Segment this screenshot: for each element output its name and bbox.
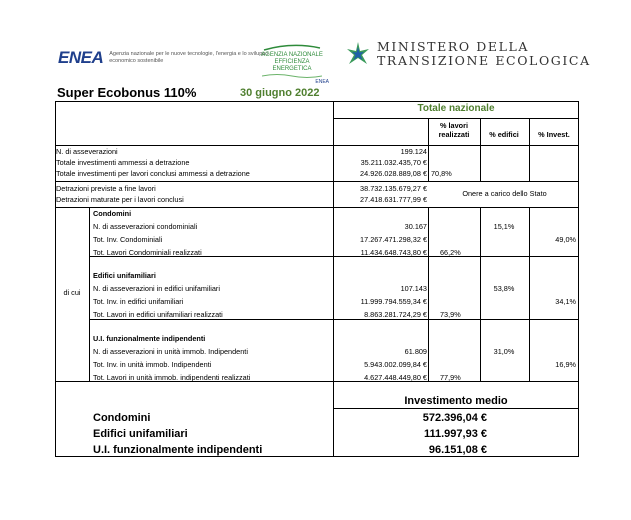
page-title: Super Ecobonus 110% [57, 85, 197, 100]
section-title-unifamiliari: Edifici unifamiliari [93, 271, 156, 280]
condomini-n-label: N. di asseverazioni condominiali [93, 222, 198, 231]
header-pct-lavori: % lavori realizzati [438, 121, 470, 139]
mite-line-2: TRANSIZIONE ECOLOGICA [377, 53, 591, 68]
condomini-pct-edifici: 15,1% [493, 222, 515, 231]
row-tot-ammessi-label: Totale investimenti ammessi a detrazione [56, 158, 190, 167]
unifamiliari-n-label: N. di asseverazioni in edifici unifamiliari [93, 284, 220, 293]
row-tot-conclusi-label: Totale investimenti per lavori conclusi ammessi a detrazione [56, 169, 250, 178]
indipendenti-pct-edifici: 31,0% [493, 347, 515, 356]
mite-line-1: MINISTERO DELLA [377, 39, 530, 54]
investimento-medio-header: Investimento medio [404, 395, 508, 407]
enea-logo [58, 48, 269, 68]
unifamiliari-lav-label: Tot. Lavori in edifici unifamiliari realizzati [93, 310, 223, 319]
unifamiliari-inv-label: Tot. Inv. in edifici unifamiliari [93, 297, 184, 306]
eff-line-1: AGENZIA NAZIONALE [261, 52, 323, 58]
condomini-inv-value: 17.267.471.298,32 € [360, 235, 427, 244]
row-n-asseverazioni-value: 199.124 [400, 147, 427, 156]
medio-condomini-value: 572.396,04 € [422, 412, 487, 424]
condomini-pct-lavori: 66,2% [440, 248, 461, 257]
condomini-n-value: 30.167 [404, 222, 427, 231]
unifamiliari-pct-edifici: 53,8% [493, 284, 515, 293]
condomini-lav-label: Tot. Lavori Condominiali realizzati [93, 248, 202, 257]
di-cui-label: di cui [63, 288, 81, 297]
onere-stato-note: Onere a carico dello Stato [462, 189, 547, 198]
medio-unifamiliari-label: Edifici unifamiliari [93, 428, 188, 440]
medio-unifamiliari-value: 111.997,93 € [423, 428, 487, 440]
condomini-pct-invest: 49,0% [555, 235, 576, 244]
row-n-asseverazioni-label: N. di asseverazioni [56, 147, 118, 156]
indipendenti-pct-invest: 16,9% [555, 360, 576, 369]
row-detr-maturate-value: 27.418.631.777,99 € [360, 195, 427, 204]
mite-text [377, 40, 591, 68]
unifamiliari-pct-lavori: 73,9% [440, 310, 461, 319]
unifamiliari-n-value: 107.143 [400, 284, 427, 293]
section-title-condomini: Condomini [93, 209, 132, 218]
row-tot-conclusi-pct: 70,8% [431, 169, 452, 178]
leaf-swoosh-icon [262, 44, 322, 52]
medio-indipendenti-label: U.I. funzionalmente indipendenti [93, 444, 263, 456]
section-title-indipendenti: U.I. funzionalmente indipendenti [93, 334, 206, 343]
row-detr-previste-label: Detrazioni previste a fine lavori [56, 184, 156, 193]
condomini-inv-label: Tot. Inv. Condominiali [93, 235, 163, 244]
enea-mark: ENEA [58, 48, 104, 67]
condomini-lav-value: 11.434.648.743,80 € [360, 248, 427, 257]
eff-line-2: EFFICIENZA ENERGETICA [272, 59, 312, 72]
indipendenti-lav-label: Tot. Lavori in unità immob. indipendenti realizzati [93, 373, 251, 382]
medio-condomini-label: Condomini [93, 412, 151, 424]
row-detr-previste-value: 38.732.135.679,27 € [360, 184, 427, 193]
indipendenti-n-label: N. di asseverazioni in unità immob. Indipendenti [93, 347, 248, 356]
mite-logo [345, 40, 591, 68]
row-tot-ammessi-value: 35.211.032.435,70 € [360, 158, 427, 167]
header-totale-nazionale: Totale nazionale [417, 103, 495, 114]
enea-text: Agenzia nazionale per le nuove tecnologie, l'energia e lo sviluppo economico sostenibile [109, 51, 269, 64]
indipendenti-pct-lavori: 77,9% [440, 373, 461, 382]
logos-header [0, 0, 631, 85]
row-detr-maturate-label: Detrazioni maturate per i lavori conclusi [56, 195, 184, 204]
medio-indipendenti-value: 96.151,08 € [428, 444, 487, 456]
indipendenti-inv-label: Tot. Inv. in unità immob. Indipendenti [93, 360, 212, 369]
indipendenti-lav-value: 4.627.448.449,80 € [364, 373, 427, 382]
indipendenti-inv-value: 5.943.002.099,84 € [364, 360, 427, 369]
unifamiliari-pct-invest: 34,1% [555, 297, 576, 306]
efficienza-energetica-logo [255, 44, 329, 85]
eff-sub: ENEA [315, 79, 329, 85]
row-tot-conclusi-value: 24.926.028.889,08 € [360, 169, 427, 178]
report-date: 30 giugno 2022 [240, 87, 320, 99]
unifamiliari-lav-value: 8.863.281.724,29 € [364, 310, 427, 319]
header-pct-invest: % Invest. [538, 130, 570, 139]
star-emblem-icon [345, 41, 371, 67]
indipendenti-n-value: 61.809 [404, 347, 427, 356]
header-pct-edifici: % edifici [489, 130, 519, 139]
unifamiliari-inv-value: 11.999.794.559,34 € [360, 297, 427, 306]
